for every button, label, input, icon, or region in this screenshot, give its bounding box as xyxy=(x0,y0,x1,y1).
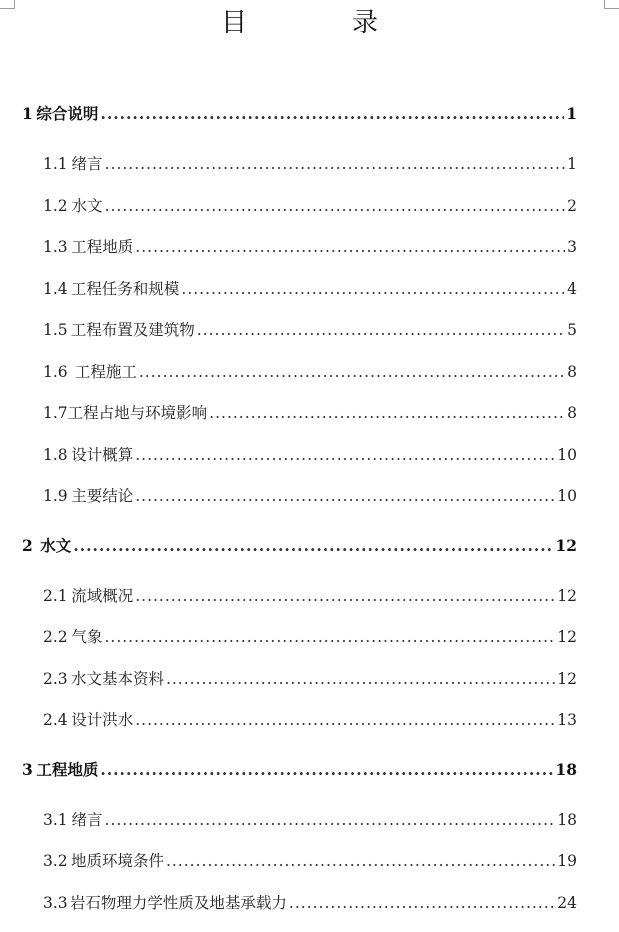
toc-label: 气象 xyxy=(71,628,103,646)
toc-section-3-3[interactable] xyxy=(43,892,577,914)
toc-section-1-6[interactable] xyxy=(43,361,577,383)
toc-label: 主要结论 xyxy=(71,487,134,505)
toc-number: 1.9 xyxy=(43,487,68,505)
toc-number: 1.6 xyxy=(43,363,68,381)
toc-leader-dots xyxy=(104,809,555,831)
toc-section-1-2[interactable] xyxy=(43,195,577,217)
toc-label: 工程地质 xyxy=(71,238,134,256)
toc-leader-dots xyxy=(135,444,555,466)
toc-leader-dots xyxy=(166,850,555,872)
toc-leader-dots xyxy=(181,278,565,300)
toc-label: 绪言 xyxy=(71,811,103,829)
toc-leader-dots xyxy=(135,709,555,731)
toc-number: 2 xyxy=(22,536,33,555)
toc-number: 1.8 xyxy=(43,446,68,464)
toc-page-number: 3 xyxy=(567,238,577,256)
toc-number: 1.2 xyxy=(43,197,68,215)
toc-leader-dots xyxy=(197,319,565,341)
toc-number: 2.4 xyxy=(43,711,68,729)
toc-section-1-8[interactable] xyxy=(43,444,577,466)
toc-leader-dots xyxy=(289,892,555,914)
toc-number: 1.3 xyxy=(43,238,68,256)
toc-number: 2.2 xyxy=(43,628,68,646)
toc-number: 1.4 xyxy=(43,280,68,298)
toc-page-number: 4 xyxy=(567,280,577,298)
toc-label: 设计洪水 xyxy=(71,711,134,729)
toc-section-1-4[interactable] xyxy=(43,278,577,300)
toc-leader-dots xyxy=(105,153,566,175)
toc-label: 水文 xyxy=(71,197,103,215)
toc-page-number: 12 xyxy=(555,536,577,555)
toc-leader-dots xyxy=(105,195,566,217)
toc-section-2-4[interactable] xyxy=(43,709,577,731)
toc-number: 2.1 xyxy=(43,587,68,605)
toc-chapter-3[interactable] xyxy=(22,759,577,781)
toc-number: 2.3 xyxy=(43,670,68,688)
toc-leader-dots xyxy=(166,668,555,690)
toc-label: 工程占地与环境影响 xyxy=(67,404,208,422)
toc-section-2-1[interactable] xyxy=(43,585,577,607)
toc-section-2-2[interactable] xyxy=(43,626,577,648)
toc-page-number: 12 xyxy=(557,670,577,688)
toc-section-1-3[interactable] xyxy=(43,236,577,258)
toc-label: 岩石物理力学性质及地基承载力 xyxy=(69,894,287,912)
toc-label: 设计概算 xyxy=(71,446,134,464)
page-title-char-1: 目 xyxy=(221,8,248,38)
toc-page-number: 5 xyxy=(567,321,577,339)
toc-label: 工程布置及建筑物 xyxy=(70,321,195,339)
toc-label: 绪言 xyxy=(71,155,103,173)
toc-number: 1.7 xyxy=(43,404,68,422)
toc-number: 3.1 xyxy=(43,811,68,829)
toc-page-number: 10 xyxy=(557,446,577,464)
toc-label: 工程地质 xyxy=(36,760,99,779)
toc-section-3-2[interactable] xyxy=(43,850,577,872)
toc-label: 水文 xyxy=(40,536,72,555)
toc-page-number: 18 xyxy=(557,811,577,829)
toc-leader-dots xyxy=(139,361,565,383)
toc-section-1-9[interactable] xyxy=(43,485,577,507)
toc-leader-dots xyxy=(100,759,553,781)
toc-label: 工程任务和规模 xyxy=(70,280,180,298)
toc-leader-dots xyxy=(73,535,553,557)
toc-number: 1 xyxy=(22,104,33,123)
toc-number: 3.3 xyxy=(43,894,68,912)
toc-page-number: 12 xyxy=(557,628,577,646)
toc-page-number: 2 xyxy=(567,197,577,215)
toc-section-2-3[interactable] xyxy=(43,668,577,690)
page-title xyxy=(0,6,619,40)
toc-section-3-1[interactable] xyxy=(43,809,577,831)
toc-chapter-2[interactable] xyxy=(22,535,577,557)
toc-page-number: 1 xyxy=(566,104,577,123)
toc-page-number: 24 xyxy=(557,894,577,912)
toc-label: 地质环境条件 xyxy=(70,852,164,870)
toc-label: 流域概况 xyxy=(71,587,134,605)
toc-number: 1.1 xyxy=(43,155,68,173)
toc-section-1-1[interactable] xyxy=(43,153,577,175)
page-title-char-2: 录 xyxy=(352,8,379,38)
toc-label: 综合说明 xyxy=(36,104,99,123)
toc-section-1-5[interactable] xyxy=(43,319,577,341)
toc-page-number: 8 xyxy=(567,404,577,422)
toc-number: 3.2 xyxy=(43,852,68,870)
toc-number: 1.5 xyxy=(43,321,68,339)
toc-leader-dots xyxy=(135,236,565,258)
toc-page-number: 13 xyxy=(557,711,577,729)
toc-section-1-7[interactable] xyxy=(43,402,577,424)
toc-page-number: 10 xyxy=(557,487,577,505)
toc-page-number: 1 xyxy=(567,155,577,173)
toc-leader-dots xyxy=(135,585,555,607)
toc-page-number: 8 xyxy=(567,363,577,381)
toc-page-number: 18 xyxy=(555,760,577,779)
toc-page-number: 19 xyxy=(557,852,577,870)
toc-number: 3 xyxy=(22,760,33,779)
toc-page-number: 12 xyxy=(557,587,577,605)
toc-label: 水文基本资料 xyxy=(70,670,164,688)
toc-label: 工程施工 xyxy=(74,363,137,381)
toc-leader-dots xyxy=(209,402,565,424)
toc-leader-dots xyxy=(104,626,555,648)
toc-leader-dots xyxy=(135,485,555,507)
toc-leader-dots xyxy=(100,103,564,125)
toc-chapter-1[interactable] xyxy=(22,103,577,125)
